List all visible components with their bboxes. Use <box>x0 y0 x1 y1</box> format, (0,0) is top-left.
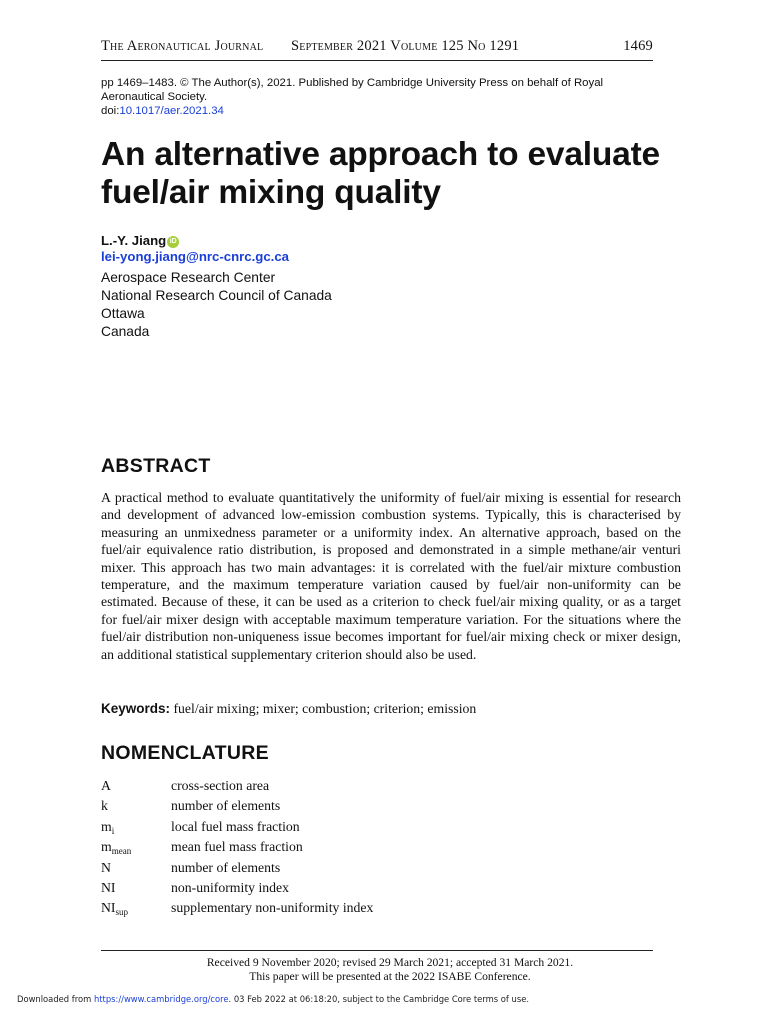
author-name: L.-Y. Jiang <box>101 233 167 248</box>
keywords-label: Keywords: <box>101 701 171 716</box>
nomenclature-symbol: k <box>101 798 108 814</box>
nomenclature-definition: number of elements <box>171 859 281 875</box>
nomenclature-symbol: A <box>101 778 111 793</box>
nomenclature-symbol: NI <box>101 879 116 895</box>
nomenclature-symbol: $m_i$ <box>101 818 115 836</box>
doi-line <box>101 105 224 117</box>
author-line <box>101 233 179 248</box>
nomenclature-item <box>101 880 661 900</box>
nomenclature-symbol: $m_{mean}$ <box>101 839 132 857</box>
abstract-text: A practical method to evaluate quantitatively the uniformity of fuel/air mixing is essential for research and development of advanced low-emission combustion systems. Typically, this is characterised by measuring an unmixedness parameter or a uniformity index. An alternative approach, based on the fuel/air equivalence ratio distribution, is proposed and demonstrated in a simple methane/air venturi mixer. This approach has two main advantages: it is correlated with the fuel/air mixture combustion temperature, and the maximum temperature variation caused by fuel/air non-uniformity can be estimated. Because of these, it can be used as a criterion to check fuel/air mixing quality, or as a target for fuel/air mixer design with acceptable maximum temperature variation. For the situations where the fuel/air distribution non-uniqueness issue becomes important for fuel/air mixing check or mixer design, an additional statistical supplementary criterion should also be used. <box>101 490 681 662</box>
nomenclature-item <box>101 778 661 798</box>
download-suffix: . 03 Feb 2022 at 06:18:20, subject to the Cambridge Core terms of use. <box>228 994 530 1004</box>
affiliation-line: Canada <box>101 324 150 339</box>
journal-name: The Aeronautical Journal <box>101 38 264 54</box>
footer-divider <box>101 950 653 951</box>
nomenclature-definition: cross-section area <box>171 778 270 793</box>
nomenclature-definition: mean fuel mass fraction <box>171 839 303 855</box>
paper-title: An alternative approach to evaluate fuel/air mixing quality <box>101 136 660 211</box>
affiliation-line: National Research Council of Canada <box>101 288 332 303</box>
received-note <box>101 956 679 984</box>
author-email-link[interactable]: lei-yong.jiang@nrc-cnrc.gc.ca <box>101 249 290 264</box>
affiliation-line: Ottawa <box>101 306 145 321</box>
nomenclature-symbol: N <box>101 859 111 875</box>
doi-link[interactable]: 10.1017/aer.2021.34 <box>119 105 224 117</box>
doi-prefix: doi: <box>101 105 120 117</box>
download-prefix: Downloaded from <box>17 994 92 1004</box>
nomenclature-item <box>101 839 661 859</box>
nomenclature-definition: local fuel mass fraction <box>171 818 300 834</box>
nomenclature-list <box>101 778 661 921</box>
keywords-values: fuel/air mixing; mixer; combustion; criterion; emission <box>173 701 477 716</box>
nomenclature-item <box>101 900 661 920</box>
cambridge-core-link[interactable]: https://www.cambridge.org/core <box>93 994 229 1004</box>
publication-line: pp 1469–1483. © The Author(s), 2021. Published by Cambridge University Press on behalf of Royal Aeronautical Society. <box>101 77 604 103</box>
author-affiliation <box>101 269 332 341</box>
download-notice <box>17 994 529 1004</box>
keywords-line <box>101 701 681 717</box>
nomenclature-item <box>101 860 661 880</box>
nomenclature-definition: number of elements <box>171 798 281 814</box>
affiliation-line: Aerospace Research Center <box>101 270 276 285</box>
orcid-icon[interactable]: iD <box>167 236 179 248</box>
abstract-heading: ABSTRACT <box>101 455 211 477</box>
page-number: 1469 <box>623 38 653 54</box>
received-dates: Received 9 November 2020; revised 29 March 2021; accepted 31 March 2021. <box>206 956 574 969</box>
nomenclature-heading: NOMENCLATURE <box>101 742 269 764</box>
nomenclature-symbol: $NI_{sup}$ <box>101 900 129 918</box>
issue-info: September 2021 Volume 125 No 1291 <box>291 38 520 54</box>
header-divider <box>101 60 653 61</box>
nomenclature-definition: supplementary non-uniformity index <box>171 900 374 916</box>
nomenclature-item <box>101 819 661 839</box>
nomenclature-definition: non-uniformity index <box>171 879 290 895</box>
nomenclature-item <box>101 798 661 818</box>
conference-note: This paper will be presented at the 2022 ISABE Conference. <box>249 969 531 983</box>
